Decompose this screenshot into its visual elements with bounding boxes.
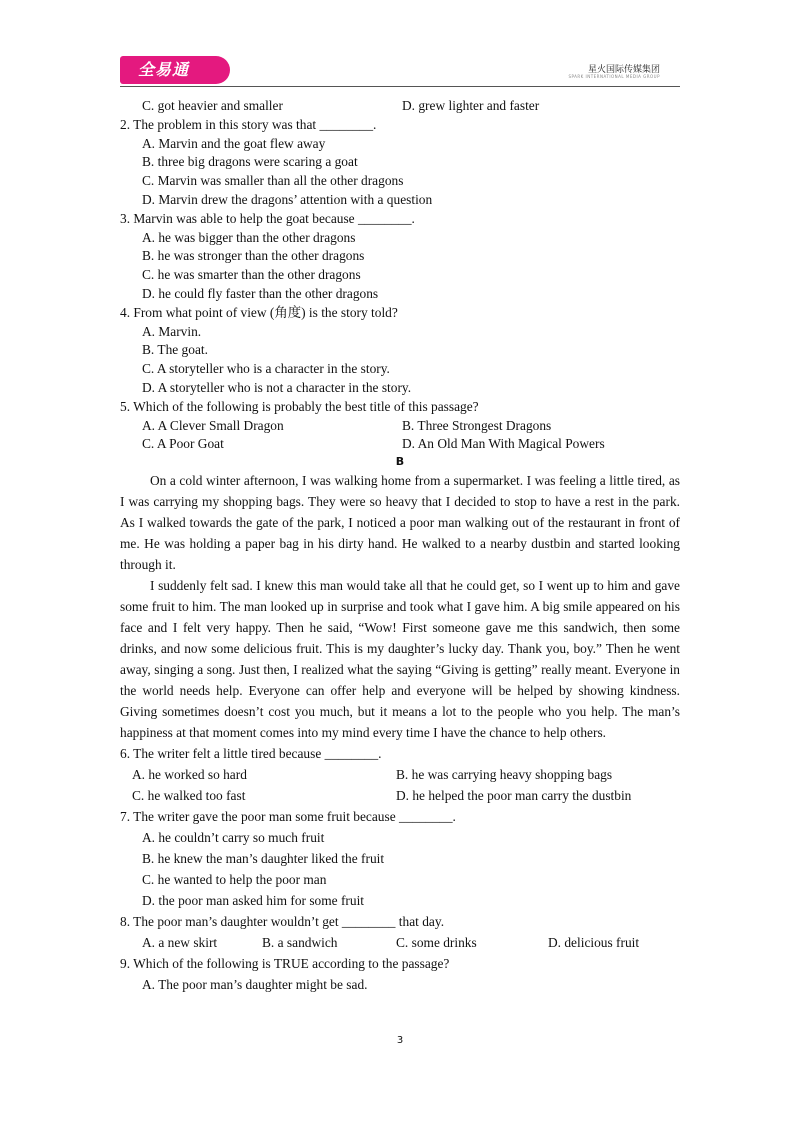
q4-option-b: B. The goat. [142,342,208,358]
q3-option-b: B. he was stronger than the other dragons [142,248,365,264]
q9-stem: 9. Which of the following is TRUE according to the passage? [120,956,450,972]
q4-option-a: A. Marvin. [142,323,202,339]
q5-option-d: D. An Old Man With Magical Powers [402,436,605,452]
publisher-name: 星火国际传媒集团 [587,65,660,75]
q5-option-c: C. A Poor Goat [142,436,224,452]
q8-options-row [120,932,680,953]
q9-option-a: A. The poor man’s daughter might be sad. [142,977,368,993]
page-number: 3 [396,1035,404,1046]
q3-option-a: A. he was bigger than the other dragons [142,229,356,245]
header-divider [120,86,680,87]
section-b-heading: B [395,455,405,469]
q3-option-d: D. he could fly faster than the other dragons [142,285,379,301]
q1-option-d: D. grew lighter and faster [402,98,540,113]
passage-paragraph-2: I suddenly felt sad. I knew this man would take all that he could get, so I went up to him and gave some fruit to him. The man looked up in surprise and took what I gave him. A big smile appeared on his face and I felt very happy. Then he said, “Wow! First someone gave me this sandwich, then some drinks, and now some delicious fruit. This is my daughter’s lucky day. Thank you, boy.” Then he went away, singing a song. Just then, I realized what the saying “Giving is getting” really meant. Everyone in the world needs help. Everyone can offer help and everyone will be helped by showing kindness. Giving sometimes doesn’t cost you much, but it means a lot to the people who you help. The man’s happiness at that moment comes into my mind every time I have the chance to help others. [120,578,680,741]
brand-logo: 全易通 [120,56,230,84]
page-header [120,56,680,88]
q5-stem: 5. Which of the following is probably the best title of this passage? [120,398,479,414]
q1-options-row [120,97,680,116]
publisher-subtitle: SPARK INTERNATIONAL MEDIA GROUP [568,74,660,79]
q6-option-c: C. he walked too fast [132,788,246,804]
q8-option-a: A. a new skirt [142,935,218,951]
q3-option-c: C. he was smarter than the other dragons [142,267,361,283]
q8-option-d: D. delicious fruit [548,935,640,951]
q3-stem: 3. Marvin was able to help the goat because ________. [120,210,415,226]
worksheet-content [120,97,680,995]
q6-stem: 6. The writer felt a little tired because ________. [120,746,382,762]
q5-option-b: B. Three Strongest Dragons [402,417,552,433]
q5-options-row-2 [120,435,680,454]
q7-option-d: D. the poor man asked him for some fruit [142,893,365,909]
q7-option-b: B. he knew the man’s daughter liked the fruit [142,851,385,867]
q4-stem: 4. From what point of view (角度) is the story told? [120,304,398,320]
q2-option-b: B. three big dragons were scaring a goat [142,154,358,170]
q2-option-a: A. Marvin and the goat flew away [142,135,326,151]
q7-stem: 7. The writer gave the poor man some fruit because ________. [120,809,456,825]
q6-option-b: B. he was carrying heavy shopping bags [396,767,613,783]
q2-option-d: D. Marvin drew the dragons’ attention with a question [142,191,433,207]
q7-option-a: A. he couldn’t carry so much fruit [142,830,325,846]
q1-option-c: C. got heavier and smaller [142,98,283,113]
q6-option-d: D. he helped the poor man carry the dustbin [396,788,632,804]
q5-options-row-1 [120,417,680,436]
q2-option-c: C. Marvin was smaller than all the other dragons [142,173,404,189]
q8-option-b: B. a sandwich [262,935,338,951]
q4-option-d: D. A storyteller who is not a character in the story. [142,379,412,395]
passage-paragraph-1: On a cold winter afternoon, I was walking home from a supermarket. I was feeling a little tired, as I was carrying my shopping bags. They were so heavy that I decided to stop to have a rest in the park. As I walked towards the gate of the park, I noticed a poor man walking out of the restaurant in front of me. He was holding a paper bag in his dirty hand. He walked to a nearby dustbin and started looking through it. [120,473,680,573]
q6-options-row-1 [120,764,680,785]
q5-option-a: A. A Clever Small Dragon [142,417,284,433]
q7-option-c: C. he wanted to help the poor man [142,872,327,888]
q8-option-c: C. some drinks [396,935,477,951]
q8-stem: 8. The poor man’s daughter wouldn’t get ________ that day. [120,914,445,930]
q6-options-row-2 [120,785,680,806]
q2-stem: 2. The problem in this story was that ________. [120,116,377,132]
q4-option-c: C. A storyteller who is a character in the story. [142,361,390,377]
q6-option-a: A. he worked so hard [132,767,247,783]
